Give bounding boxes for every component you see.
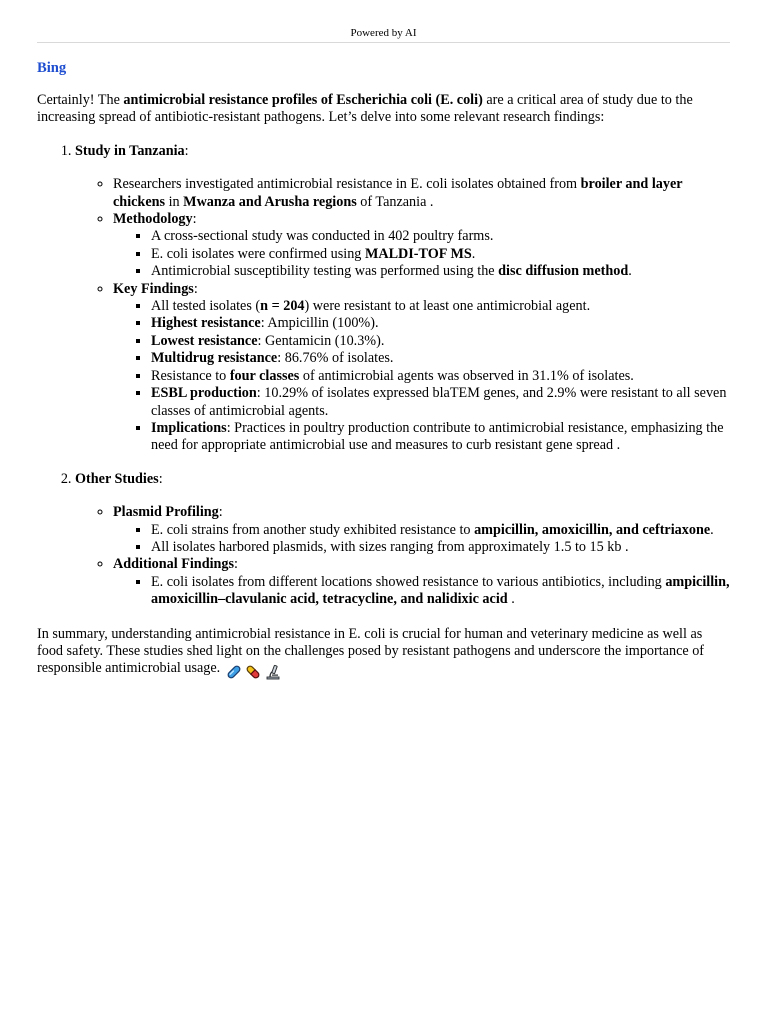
list-item: ▪ All isolates harbored plasmids, with sizes ranging from approximately 1.5 to 15 kb .	[151, 539, 730, 556]
study-other-colon: :	[158, 470, 163, 487]
intro-bold: antimicrobial resistance profiles of Escherichia coli (E. coli)	[123, 92, 483, 108]
source-label: Bing	[37, 60, 67, 76]
list-item	[151, 574, 730, 609]
locations-bold: ampicillin, amoxicillin–clavulanic acid, tetracycline, and nalidixic acid	[151, 573, 730, 608]
researchers-item	[113, 176, 730, 211]
locations-pre: E. coli isolates from different locations showed resistance to various antibiotics, including	[151, 573, 666, 590]
list-item	[151, 522, 730, 539]
intro-pre: Certainly! The	[37, 92, 124, 108]
pill-icon	[226, 664, 242, 680]
researchers-post: of Tanzania .	[356, 193, 434, 210]
capsule-icon	[245, 664, 261, 680]
list-item	[151, 298, 730, 315]
methodology-title: Methodology	[113, 211, 193, 228]
microscope-icon	[265, 664, 281, 680]
key-findings-item	[113, 281, 730, 455]
study-tanzania	[75, 143, 730, 455]
researchers-pre: Researchers investigated antimicrobial resistance in E. coli isolates obtained from	[113, 176, 581, 193]
implications-bold: Implications	[151, 419, 227, 436]
all-bold: n = 204	[260, 298, 305, 315]
multidrug-bold: Multidrug resistance	[151, 350, 278, 367]
key-findings-list	[113, 298, 730, 455]
additional-colon: :	[234, 556, 238, 573]
list-item	[151, 385, 730, 420]
four-post: of antimicrobial agents was observed in 31.1% of isolates.	[299, 367, 634, 384]
methodology-colon: :	[192, 211, 197, 228]
list-item	[151, 350, 730, 367]
studies-list	[37, 143, 730, 609]
intro-paragraph	[37, 92, 730, 127]
researchers-bold2: Mwanza and Arusha regions	[183, 193, 357, 210]
esbl-post: : 10.29% of isolates expressed blaTEM genes, and 2.9% were resistant to all seven classes of antimicrobial agents.	[151, 385, 727, 419]
methodology-list	[113, 228, 730, 280]
key-findings-title: Key Findings	[113, 280, 194, 297]
highest-bold: Highest resistance	[151, 315, 261, 332]
additional-list	[113, 574, 730, 609]
confirmed-post: .	[471, 245, 476, 262]
emoji-group	[226, 663, 281, 680]
locations-post: .	[507, 591, 515, 608]
summary-paragraph	[37, 626, 730, 681]
additional-item	[113, 556, 730, 608]
powered-by-text: Powered by AI	[350, 27, 417, 39]
lowest-post: : Gentamicin (10.3%).	[257, 332, 385, 349]
additional-title: Additional Findings	[113, 556, 235, 573]
strains-post: .	[710, 521, 714, 538]
powered-by-header	[37, 0, 730, 43]
highest-post: : Ampicillin (100%).	[260, 315, 379, 332]
list-item	[151, 263, 730, 280]
list-item: ▪ A cross-sectional study was conducted in 402 poultry farms.	[151, 228, 730, 245]
esbl-bold: ESBL production	[151, 385, 257, 402]
list-item	[151, 368, 730, 385]
strains-bold: ampicillin, amoxicillin, and ceftriaxone	[474, 521, 711, 538]
study-tanzania-title: Study in Tanzania	[75, 142, 185, 159]
strains-pre: E. coli strains from another study exhibited resistance to	[151, 521, 475, 538]
four-pre: Resistance to	[151, 367, 230, 384]
implications-post: : Practices in poultry production contribute to antimicrobial resistance, emphasizing the need for appropriate antimicrobial use and measures to curb resistant gene spread .	[151, 419, 724, 454]
all-post: ) were resistant to at least one antimicrobial agent.	[304, 298, 591, 315]
key-findings-colon: :	[193, 280, 198, 297]
four-bold: four classes	[229, 367, 300, 384]
all-pre: All tested isolates (	[151, 298, 261, 315]
plasmid-colon: :	[218, 504, 223, 521]
researchers-mid: in	[165, 193, 184, 210]
study-other	[75, 471, 730, 609]
list-item	[151, 315, 730, 332]
testing-pre: Antimicrobial susceptibility testing was performed using the	[151, 263, 499, 280]
study-other-title: Other Studies	[75, 470, 159, 487]
list-item	[151, 333, 730, 350]
confirmed-bold: MALDI-TOF MS	[364, 245, 472, 262]
plasmid-list	[113, 522, 730, 557]
study-other-details	[75, 504, 730, 608]
study-tanzania-details	[75, 176, 730, 455]
confirmed-pre: E. coli isolates were confirmed using	[151, 245, 365, 262]
testing-bold: disc diffusion method	[498, 263, 629, 280]
researchers-bold1: broiler and layer chickens	[113, 176, 683, 210]
plasmid-title: Plasmid Profiling	[113, 504, 219, 521]
multidrug-post: : 86.76% of isolates.	[277, 350, 394, 367]
testing-post: .	[628, 263, 632, 280]
list-item	[151, 246, 730, 263]
lowest-bold: Lowest resistance	[151, 332, 258, 349]
study-tanzania-colon: :	[184, 142, 189, 159]
methodology-item	[113, 211, 730, 281]
list-item	[151, 420, 730, 455]
summary-text: In summary, understanding antimicrobial resistance in E. coli is crucial for human and veterinary medicine as well as food safety. These studies shed light on the challenges posed by resistant pathogens and underscore the importance of responsible antimicrobial usage.	[37, 625, 705, 677]
intro-post: are a critical area of study due to the increasing spread of antibiotic-resistant pathogens. Let’s delve into some relevant research findings:	[37, 92, 693, 126]
plasmid-item	[113, 504, 730, 556]
